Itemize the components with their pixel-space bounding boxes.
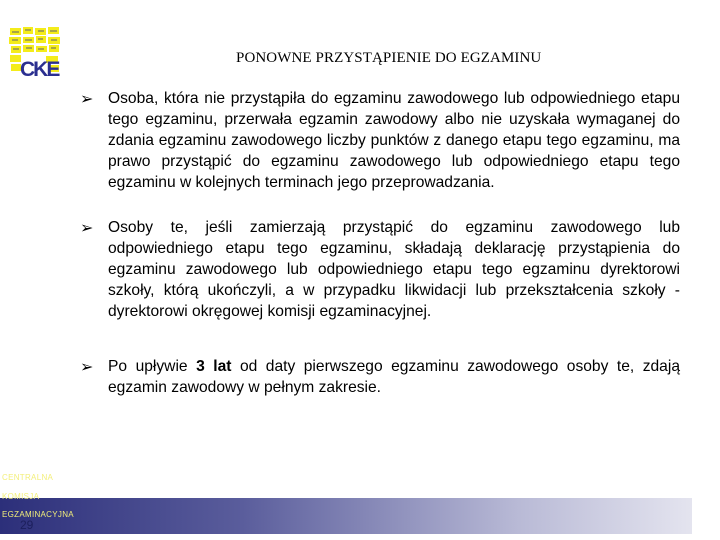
page-number: 29: [20, 518, 34, 532]
bullet-text: Osoby te, jeśli zamierzają przystąpić do egzaminu zawodowego lub odpowiedniego etapu tego egzaminu, składają deklarację przystąpienia do egzaminu zawodowego lub odpowiedniego etapu tego egzaminu dyrektorowi szkoły, którą ukończyli, a w przypadku likwidacji lub przekształcenia szkoły - dyrektorowi okręgowej komisji egzaminacyjnej.: [108, 219, 680, 320]
arrow-bullet-icon: ➢: [80, 218, 94, 237]
footer-bar: [0, 498, 692, 534]
bullet-item: [80, 88, 680, 193]
bullet-text-before: Po upływie: [108, 358, 197, 375]
footer-side-text: KOMISJA: [2, 492, 40, 501]
bullet-text-after: od daty pierwszego egzaminu zawodowego osoby te, zdają egzamin zawodowy w pełnym zakresie.: [108, 358, 680, 396]
logo-text: CKE: [20, 58, 59, 81]
bullet-text: [108, 356, 680, 398]
bullet-text-bold: 3 lat: [196, 358, 232, 375]
footer-side-text: EGZAMINACYJNA: [2, 510, 74, 519]
arrow-bullet-icon: ➢: [80, 357, 94, 376]
cke-logo: [8, 26, 66, 82]
slide-title: PONOWNE PRZYSTĄPIENIE DO EGZAMINU: [236, 50, 542, 66]
footer-side-text: CENTRALNA: [2, 473, 54, 482]
bullet-item: [80, 217, 680, 322]
bullet-item: [80, 356, 680, 398]
arrow-bullet-icon: ➢: [80, 89, 94, 108]
bullet-list: [80, 88, 680, 422]
bullet-text: Osoba, która nie przystąpiła do egzaminu zawodowego lub odpowiedniego etapu tego egzaminu, przerwała egzamin zawodowy albo nie uzyskała wymaganej do zdania egzaminu zawodowego liczby punktów z danego etapu tego egzaminu, ma prawo przystąpić do egzaminu zawodowego lub odpowiedniego etapu tego egzaminu w kolejnych terminach jego przeprowadzania.: [108, 90, 680, 191]
cke-logo-graphic: [8, 26, 66, 82]
